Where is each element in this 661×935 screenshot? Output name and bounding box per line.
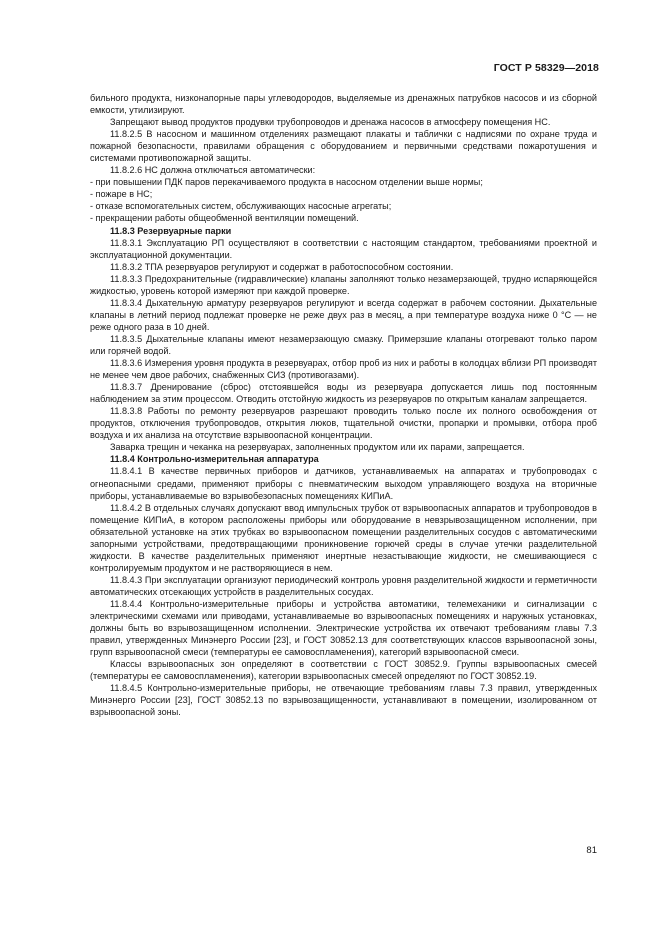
list-item: - отказе вспомогательных систем, обслуживающих насосные агрегаты; (90, 201, 392, 212)
list-item: - при повышении ПДК паров перекачиваемого продукта в насосном отделении выше нормы; (90, 177, 483, 188)
document-id-header: ГОСТ Р 58329—2018 (493, 62, 599, 74)
document-body (90, 92, 597, 718)
paragraph: 11.8.4.4 Контрольно-измерительные приборы и устройства автоматики, телемеханики и сигнализации с электрическими схемами или приводами, устанавливаемые во взрывоопасных помещениях и наружных установках, должны быть во взрывозащищенном исполнении. Электрические устройства их отвечают требованиям главы 7.3 правил, утвержденных Минэнерго России [23], и ГОСТ 30852.13 для соответствующих классов взрывоопасной зоны, групп взрывоопасной смеси (температуры ее самовоспламенения), категорий взрывоопасной смеси. (90, 598, 597, 658)
paragraph: 11.8.2.5 В насосном и машинном отделениях размещают плакаты и таблички с надписями по охране труда и пожарной безопасности, правилами обращения с оборудованием и первичными средствами пожаротушения и системами противопожарной защиты. (90, 129, 597, 164)
paragraph: 11.8.3.4 Дыхательную арматуру резервуаров регулируют и всегда содержат в рабочем состоянии. Дыхательные клапаны в летний период подлежат проверке не реже двух раз в месяц, а при температуре воздуха ниже 0 °С — не реже одного раза в 10 дней. (90, 297, 597, 332)
section-heading: 11.8.3 Резервуарные парки (110, 225, 232, 236)
paragraph: 11.8.3.6 Измерения уровня продукта в резервуарах, отбор проб из них и работы в колодцах вблизи РП производят не менее чем двое рабочих, снабженных СИЗ (противогазами). (90, 358, 597, 381)
list-item: - пожаре в НС; (90, 189, 153, 200)
list-item: - прекращении работы общеобменной вентиляции помещений. (90, 213, 359, 224)
paragraph: 11.8.3.5 Дыхательные клапаны имеют незамерзающую смазку. Примерзшие клапаны отогревают только паром или горячей водой. (90, 333, 597, 356)
paragraph: Классы взрывоопасных зон определяют в соответствии с ГОСТ 30852.9. Группы взрывоопасных смесей (температуры ее самовоспламенения), категории взрывоопасных смесей определяют по ГОСТ 30852.19. (90, 659, 597, 682)
paragraph: 11.8.4.3 При эксплуатации организуют периодический контроль уровня разделительной жидкости и герметичности автоматических отсекающих устройств в разделительных сосудах. (90, 574, 597, 597)
section-heading: 11.8.4 Контрольно-измерительная аппаратура (110, 454, 319, 465)
paragraph: 11.8.3.3 Предохранительные (гидравлические) клапаны заполняют только незамерзающей, трудно испаряющейся жидкостью, уровень которой измеряют при каждой проверке. (90, 273, 597, 296)
paragraph: 11.8.3.7 Дренирование (сброс) отстоявшейся воды из резервуара допускается лишь под постоянным наблюдением за этим процессом. Отводить отстойную жидкость из резервуаров по открытым каналам запрещается. (90, 382, 597, 405)
paragraph: 11.8.3.2 ТПА резервуаров регулируют и содержат в работоспособном состоянии. (110, 261, 454, 272)
paragraph: 11.8.4.1 В качестве первичных приборов и датчиков, устанавливаемых на аппаратах и трубопроводах с огнеопасными средами, применяют приборы с пневматическим выходом управляющего воздуха на вторичные приборы, устанавливаемые во взрывобезопасных помещениях КИПиА. (90, 466, 597, 501)
paragraph: 11.8.4.5 Контрольно-измерительные приборы, не отвечающие требованиям главы 7.3 правил, утвержденных Минэнерго России [23], ГОСТ 30852.13 по взрывозащищенности, устанавливают в помещении, изолированном от взрывоопасной зоны. (90, 683, 597, 718)
page-number: 81 (586, 845, 597, 856)
paragraph: бильного продукта, низконапорные пары углеводородов, выделяемые из дренажных патрубков насосов и из сборной емкости, утилизируют. (90, 93, 597, 116)
paragraph: Запрещают вывод продуктов продувки трубопроводов и дренажа насосов в атмосферу помещения НС. (110, 117, 551, 128)
paragraph: 11.8.3.1 Эксплуатацию РП осуществляют в соответствии с настоящим стандартом, требованиями проектной и эксплуатационной документации. (90, 237, 597, 260)
paragraph: 11.8.2.6 НС должна отключаться автоматически: (110, 165, 316, 176)
paragraph: 11.8.3.8 Работы по ремонту резервуаров разрешают проводить только после их полного освобождения от продуктов, отключения трубопроводов, открытия люков, тщательной очистки, пропарки и промывки, отбора проб воздуха и их анализа на отсутствие взрывоопасной концентрации. (90, 406, 597, 441)
paragraph: 11.8.4.2 В отдельных случаях допускают ввод импульсных трубок от взрывоопасных аппаратов и трубопроводов в помещение КИПиА, в котором расположены приборы или оборудование в невзрывозащищенном исполнении, при обязательной установке на этих трубках во взрывоопасном помещении разделительных сосудов с автоматическими запорными устройствами, предотвращающими проникновение горючей среды в случае утечки разделительной жидкости. В качестве разделительных применяют инертные незастывающие жидкости, не смешивающиеся с контролируемым продуктом и не растворяющиеся в нем. (90, 502, 597, 573)
paragraph: Заварка трещин и чеканка на резервуарах, заполненных продуктом или их парами, запрещается. (110, 442, 525, 453)
